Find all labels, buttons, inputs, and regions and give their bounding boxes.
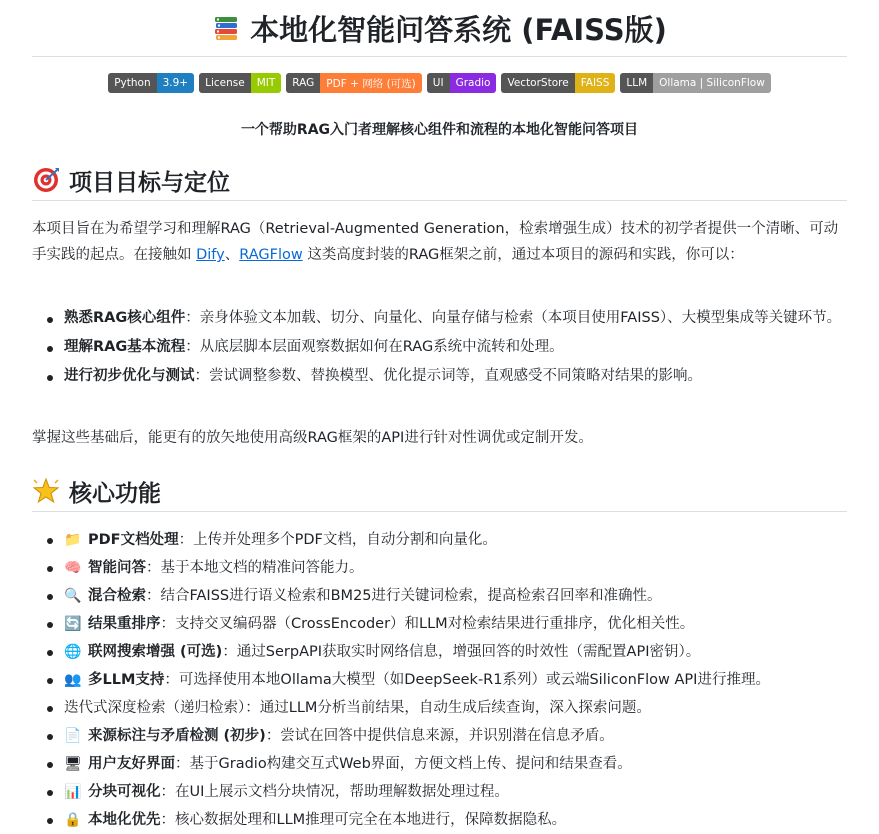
books-icon [212,14,240,42]
badge-value: FAISS [575,73,616,93]
section-features-title: 核心功能 [69,480,161,507]
magnifier-icon: 🔍 [64,588,82,604]
list-item [32,806,843,834]
refresh-icon: 🔄 [64,616,82,632]
goal-text: ：从底层脚本层面观察数据如何在RAG系统中流转和处理。 [185,339,564,355]
feature-text: ：结合FAISS进行语义检索和BM25进行关键词检索，提高检索召回率和准确性。 [146,588,662,604]
feature-title: 分块可视化 [88,784,161,800]
goal-text: ：尝试调整参数、替换模型、优化提示词等，直观感受不同策略对结果的影响。 [194,368,702,384]
ragflow-link[interactable]: RAGFlow [239,247,303,263]
badge-value: Ollama | SiliconFlow [653,73,771,93]
page-title [32,0,847,57]
target-icon [32,166,60,194]
section-goals-heading [32,160,847,201]
list-item [32,610,843,638]
list-item [32,526,843,554]
badge-vectorstore[interactable] [501,73,615,93]
badge-label: Python [108,73,156,93]
badge-label: LLM [620,73,653,93]
badge-ui[interactable] [427,73,497,93]
badge-label: VectorStore [501,73,574,93]
badge-value: MIT [251,73,282,93]
list-item [32,750,843,778]
badge-license[interactable] [199,73,281,93]
dify-link[interactable]: Dify [196,247,225,263]
feature-text: ：核心数据处理和LLM推理可完全在本地进行，保障数据隐私。 [160,812,567,828]
feature-title: 来源标注与矛盾检测 (初步) [88,728,266,744]
list-item [32,694,843,722]
feature-title: 联网搜索增强 (可选) [88,644,223,660]
monitor-icon: 🖥 [64,756,82,772]
feature-text: ：在UI上展示文档分块情况，帮助理解数据处理过程。 [160,784,509,800]
badge-llm[interactable] [620,73,770,93]
feature-title: 多LLM支持 [88,672,165,688]
folder-icon: 📁 [64,532,82,548]
lock-icon: 🔒 [64,812,82,828]
list-item [32,638,843,666]
list-item [32,334,843,360]
document-icon: 📄 [64,728,82,744]
list-item [32,666,843,694]
globe-icon: 🌐 [64,644,82,660]
users-icon: 👥 [64,672,82,688]
feature-title: 本地化优先 [88,812,161,828]
intro-separator: 、 [224,247,240,263]
feature-title: 混合检索 [88,588,146,604]
badge-python[interactable] [108,73,194,93]
feature-title: 智能问答 [88,560,146,576]
list-item [32,582,843,610]
badge-label: License [199,73,251,93]
intro-text: 这类高度封装的RAG框架之前，通过本项目的源码和实践，你可以： [302,247,744,263]
goals-list [32,305,843,392]
brain-icon: 🧠 [64,560,82,576]
section-features-heading [32,471,847,512]
badge-value: Gradio [450,73,497,93]
feature-text: ：可选择使用本地Ollama大模型（如DeepSeek-R1系列）或云端SiliconFlow API进行推理。 [164,672,770,688]
feature-text: ：基于Gradio构建交互式Web界面，方便文档上传、提问和结果查看。 [175,756,632,772]
features-list [32,526,843,834]
feature-title: PDF文档处理 [88,532,179,548]
badge-rag[interactable] [286,73,421,93]
feature-text: ：基于本地文档的精准问答能力。 [146,560,364,576]
goals-outro: 掌握这些基础后，能更有的放矢地使用高级RAG框架的API进行针对性调优或定制开发。 [32,430,593,446]
feature-title: 结果重排序 [88,616,161,632]
badge-value: PDF + 网络 (可选) [320,73,421,93]
bar-chart-icon: 📊 [64,784,82,800]
feature-text: ：上传并处理多个PDF文档，自动分割和向量化。 [178,532,497,548]
list-item [32,305,843,331]
goals-intro [32,216,843,268]
list-item [32,778,843,806]
page-title-text: 本地化智能问答系统 (FAISS版) [250,12,667,47]
badge-label: RAG [286,73,320,93]
feature-text: ：尝试在回答中提供信息来源，并识别潜在信息矛盾。 [265,728,614,744]
list-item [32,554,843,582]
feature-text: ：支持交叉编码器（CrossEncoder）和LLM对检索结果进行重排序，优化相关性。 [160,616,695,632]
goal-title: 进行初步优化与测试 [64,368,195,384]
badge-label: UI [427,73,450,93]
list-item [32,363,843,389]
badge-value: 3.9+ [157,73,195,93]
feature-text: 迭代式深度检索（递归检索）：通过LLM分析当前结果，自动生成后续查询，深入探索问题。 [64,700,651,716]
goal-title: 理解RAG基本流程 [64,339,186,355]
feature-title: 用户友好界面 [88,756,175,772]
sparkle-star-icon [32,477,60,505]
intro-text: 本项目旨在为希望学习和理解RAG（Retrieval-Augmented Generation，检索增强生成）技术的初学者提供一个清晰、可动手实践的起点。在接触如 [32,221,839,263]
feature-text: ：通过SerpAPI获取实时网络信息，增强回答的时效性（需配置API密钥）。 [222,644,701,660]
badge-row [0,73,879,93]
goal-title: 熟悉RAG核心组件 [64,310,186,326]
tagline: 一个帮助RAG入门者理解核心组件和流程的本地化智能问答项目 [240,122,639,138]
goal-text: ：亲身体验文本加载、切分、向量化、向量存储与检索（本项目使用FAISS）、大模型集成等关键环节。 [185,310,842,326]
list-item [32,722,843,750]
section-goals-title: 项目目标与定位 [69,169,230,196]
